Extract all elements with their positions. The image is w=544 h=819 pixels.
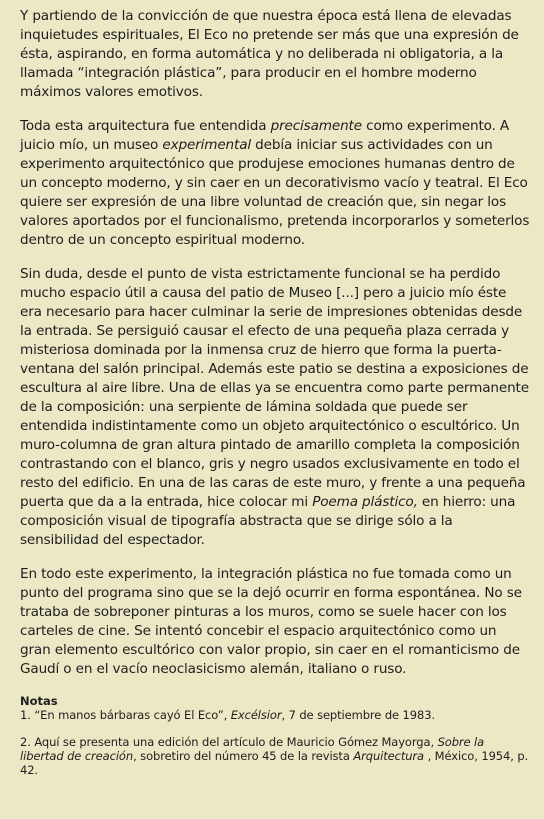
text-segment: En todo este experimento, la integración plástica no fue tomada como un punto del programa sino que se la dejó ocurrir en forma espontánea. No se trataba de sobreponer pinturas a los muros, como se suele hacer con los carteles de cine. Se intentó concebir el espacio arquitectónico como un gran elemento escultórico con valor propio, sin caer en el romanticismo de Gaudí o en el vacío neoclasicismo alemán, italiano o ruso. [20, 566, 522, 677]
italic-title: Poema plástico, [312, 494, 418, 510]
text-segment: como experimento. A juicio mío, un museo [20, 118, 510, 153]
text-segment: , México, 1954, p. 42. [20, 749, 529, 777]
italic-term: experimental [162, 137, 252, 153]
text-segment: 2. Aquí se presenta una edición del artículo de Mauricio Gómez Mayorga, [20, 735, 438, 749]
paragraph-2 [20, 117, 530, 250]
text-segment: Y partiendo de la convicción de que nuestra época está llena de elevadas inquietudes espirituales, El Eco no pretende ser más que una expresión de ésta, aspirando, en forma automática y no deliberada ni obligatoria, a la llamada “integración plástica”, para producir en el hombre moderno máximos valores emotivos. [20, 8, 519, 100]
italic-publication: Excélsior [230, 708, 282, 722]
notes-section [20, 694, 530, 777]
italic-term: precisamente [270, 118, 362, 134]
text-segment: , sobretiro del número 45 de la revista [133, 749, 354, 763]
paragraph-1 [20, 7, 530, 102]
italic-publication: Arquitectura [353, 749, 425, 763]
text-segment: Sin duda, desde el punto de vista estrictamente funcional se ha perdido mucho espacio útil a causa del patio de Museo [...] pero a juicio mío éste era necesario para hacer culminar la serie de impresiones obtenidas desde la entrada. Se persiguió causar el efecto de una pequeña plaza cerrada y misteriosa dominada por la inmensa cruz de hierro que forma la puerta-ventana del salón principal. Además este patio se destina a exposiciones de escultura al aire libre. Una de ellas ya se encuentra como parte permanente de la composición: una serpiente de lámina soldada que puede ser entendida indistintamente como un objeto arquitectónico o escultórico. Un muro-columna de gran altura pintado de amarillo completa la composición contrastando con el blanco, gris y negro usados exclusivamente en todo el resto del edificio. En una de las caras de este muro, y frente a una pequeña puerta que da a la entrada, hice colocar mi [20, 266, 529, 510]
text-segment: Toda esta arquitectura fue entendida [20, 118, 271, 134]
text-segment: 1. “En manos bárbaras cayó El Eco”, [20, 708, 231, 722]
text-segment: debía iniciar sus actividades con un experimento arquitectónico que produjese emociones humanas dentro de un concepto moderno, y sin caer en un decorativismo vacío y teatral. El Eco quiere ser expresión de una libre voluntad de creación que, sin negar los valores aportados por el funcionalismo, pretenda incorporarlos y someterlos dentro de un concepto espiritual moderno. [20, 137, 530, 248]
notes-title: Notas [20, 694, 58, 708]
note-2 [20, 735, 530, 777]
paragraph-3 [20, 265, 530, 550]
text-segment: en hierro: una composición visual de tipografía abstracta que se dirige sólo a la sensibilidad del espectador. [20, 494, 516, 548]
text-segment: , 7 de septiembre de 1983. [281, 708, 435, 722]
italic-title: Sobre la libertad de creación [20, 735, 485, 763]
paragraph-4 [20, 565, 530, 679]
note-1 [20, 708, 530, 722]
